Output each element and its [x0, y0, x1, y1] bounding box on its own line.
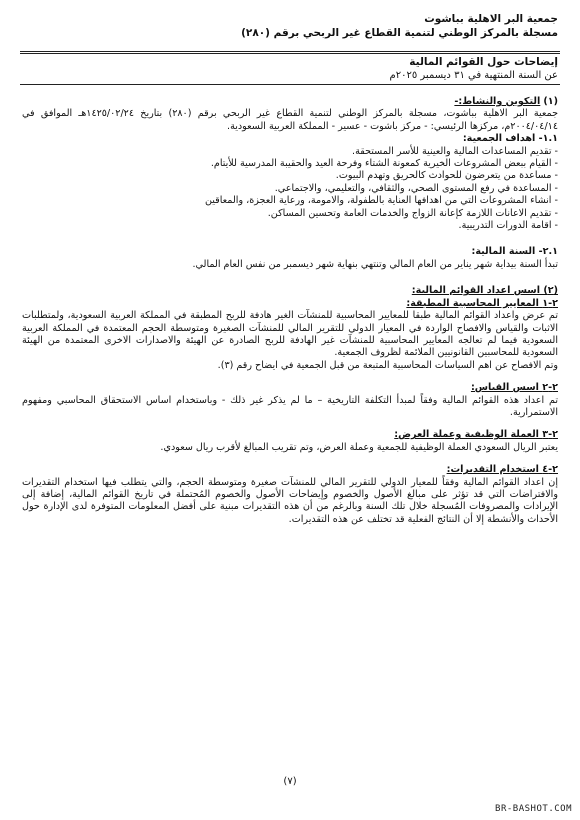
section-1-title: التكوين والنشاط:-	[454, 96, 541, 107]
goals-list	[22, 146, 558, 233]
spacer	[22, 419, 558, 429]
section-1-number: (١)	[543, 96, 558, 107]
measurement-heading: ٢-٢ اسس القياس:	[470, 382, 558, 394]
header-divider	[20, 51, 560, 52]
section-1-heading	[22, 96, 558, 108]
goal-item: - تقديم الاعانات اللازمة كإعانة الزواج والخدمات العامة وتحسين المساكن.	[267, 207, 558, 219]
goal-item: - تقديم المساعدات المالية والعينية للأسر المستحقة.	[352, 145, 558, 157]
org-name: جمعية البر الاهلية بباشوت	[424, 13, 558, 25]
estimates-heading: ٢-٤ استخدام التقديرات:	[446, 464, 558, 476]
currency-text: يعتبر الريال السعودي العملة الوظيفية للجمعية وعملة العرض، وتم تقريب المبالغ لأقرب ريال سعودي.	[160, 441, 558, 453]
goal-item: - اقامة الدورات التدريبية.	[458, 220, 558, 232]
goals-heading: ١.١- اهداف الجمعية:	[462, 133, 558, 145]
spacer	[22, 454, 558, 464]
site-watermark: BR-BASHOT.COM	[495, 804, 572, 814]
header-divider-double	[20, 53, 560, 54]
standards-heading: ٢-١ المعايير المحاسبية المطبقة:	[406, 297, 558, 309]
document-subtitle: عن السنة المنتهية في ٣١ ديسمبر ٢٠٢٥م	[389, 70, 558, 81]
fiscal-year-heading: ٢.١- السنة المالية:	[471, 246, 558, 258]
title-divider	[20, 84, 560, 85]
page-number: (٧)	[283, 776, 297, 787]
spacer	[22, 271, 558, 285]
standards-paragraph: تم عرض واعداد القوائم المالية طبقا للمعايير المحاسبية للمنشآت الغير هادفة للربح المطبقة في المملكة العربية السعودية، ولمتطلبات الاثبات والقياس والافصاح الواردة في المعيار الدولي للتقرير المالي للمنشآت الصغيرة ومتوسطة الحجم المعتمدة في المملكة العربية السعودية فيما لم تعالجه المعايير المحاسبية للمنشآت غير الهادفة للربح الصادرة عن الهيئة والاصدارات الاخرى المعتمدة من الهيئة السعودية للمحاسبين القانونيين الملائمة لظروف الجمعية.	[22, 310, 558, 359]
notes-body	[22, 96, 558, 526]
measurement-text: تم اعداد هذه القوائم المالية وفقاً لمبدأ التكلفة التاريخية – ما لم يذكر غير ذلك - وباستخدام اساس الاستحقاق المحاسبي ومفهوم الاستمرارية.	[22, 394, 558, 418]
goal-item: - المساعدة في رفع المستوى الصحي، والثقافي، والتعليمي، والاجتماعي.	[274, 182, 558, 194]
letterhead	[18, 12, 558, 40]
fiscal-year-text: تبدأ السنة بيداية شهر يناير من العام المالي وتنتهي بنهاية شهر ديسمبر من نفس العام المالي.	[192, 258, 558, 270]
spacer	[22, 372, 558, 382]
goal-item: - القيام ببعض المشروعات الخيرية كمعونة الشتاء وفرحة العيد والحقيبة المدرسية للأيتام.	[210, 158, 558, 170]
goal-item: - مساعدة من يتعرضون للحوادث كالحريق وتهدم البيوت.	[335, 170, 558, 182]
registration-line: مسجلة بالمركز الوطني لتنمية القطاع غير الربحي برقم (٢٨٠)	[241, 27, 558, 39]
currency-heading: ٢-٣ العملة الوظيفية وعملة العرض:	[394, 429, 558, 441]
establishment-paragraph: جمعية البر الاهلية بباشوت، مسجلة بالمركز الوطني لتنمية القطاع غير الربحي برقم (٢٨٠) بتاريخ ١٤٢٥/٠٢/٢٤هـ الموافق في ٢٠٠٤/٠٤/١٤م، مركزها الرئيسي: - مركز باشوت - عسير - المملكة العربية السعودية.	[22, 108, 558, 132]
document-title: إيضاحات حول القوائم المالية	[409, 56, 558, 68]
section-2-heading: (٢) اسس اعداد القوائم المالية:	[411, 285, 558, 297]
goal-item: - انشاء المشروعات التي من اهدافها العناية بالطفولة، والامومة، ورعاية العجزة، والمعاقين	[204, 195, 558, 207]
spacer	[22, 232, 558, 246]
estimates-text: إن اعداد القوائم المالية وفقاً للمعيار الدولي للتقرير المالي للمنشآت صغيرة ومتوسطة الحجم، والتي يتطلب فيها استخدام التقديرات والافتراضات التي قد تؤثر على مبالغ الأصول والخصوم وإيضاحات الأصول والخصوم المُحتملة في تاريخ القوائم المالية، إضافة إلى الإيرادات والمصروفات المُسجلة خلال تلك السنة وبالرغم من أن هذه التقديرات مبنية على أفضل المعلومات المتوفرة لدى الإدارة حول الأحداث والأنشطة إلا أن النتائج الفعلية قد تختلف عن هذه التقديرات.	[22, 476, 558, 525]
standards-disclosure: وتم الافصاح عن اهم السياسات المحاسبية المتبعة من قبل الجمعية في ايضاح رقم (٣).	[217, 359, 558, 371]
